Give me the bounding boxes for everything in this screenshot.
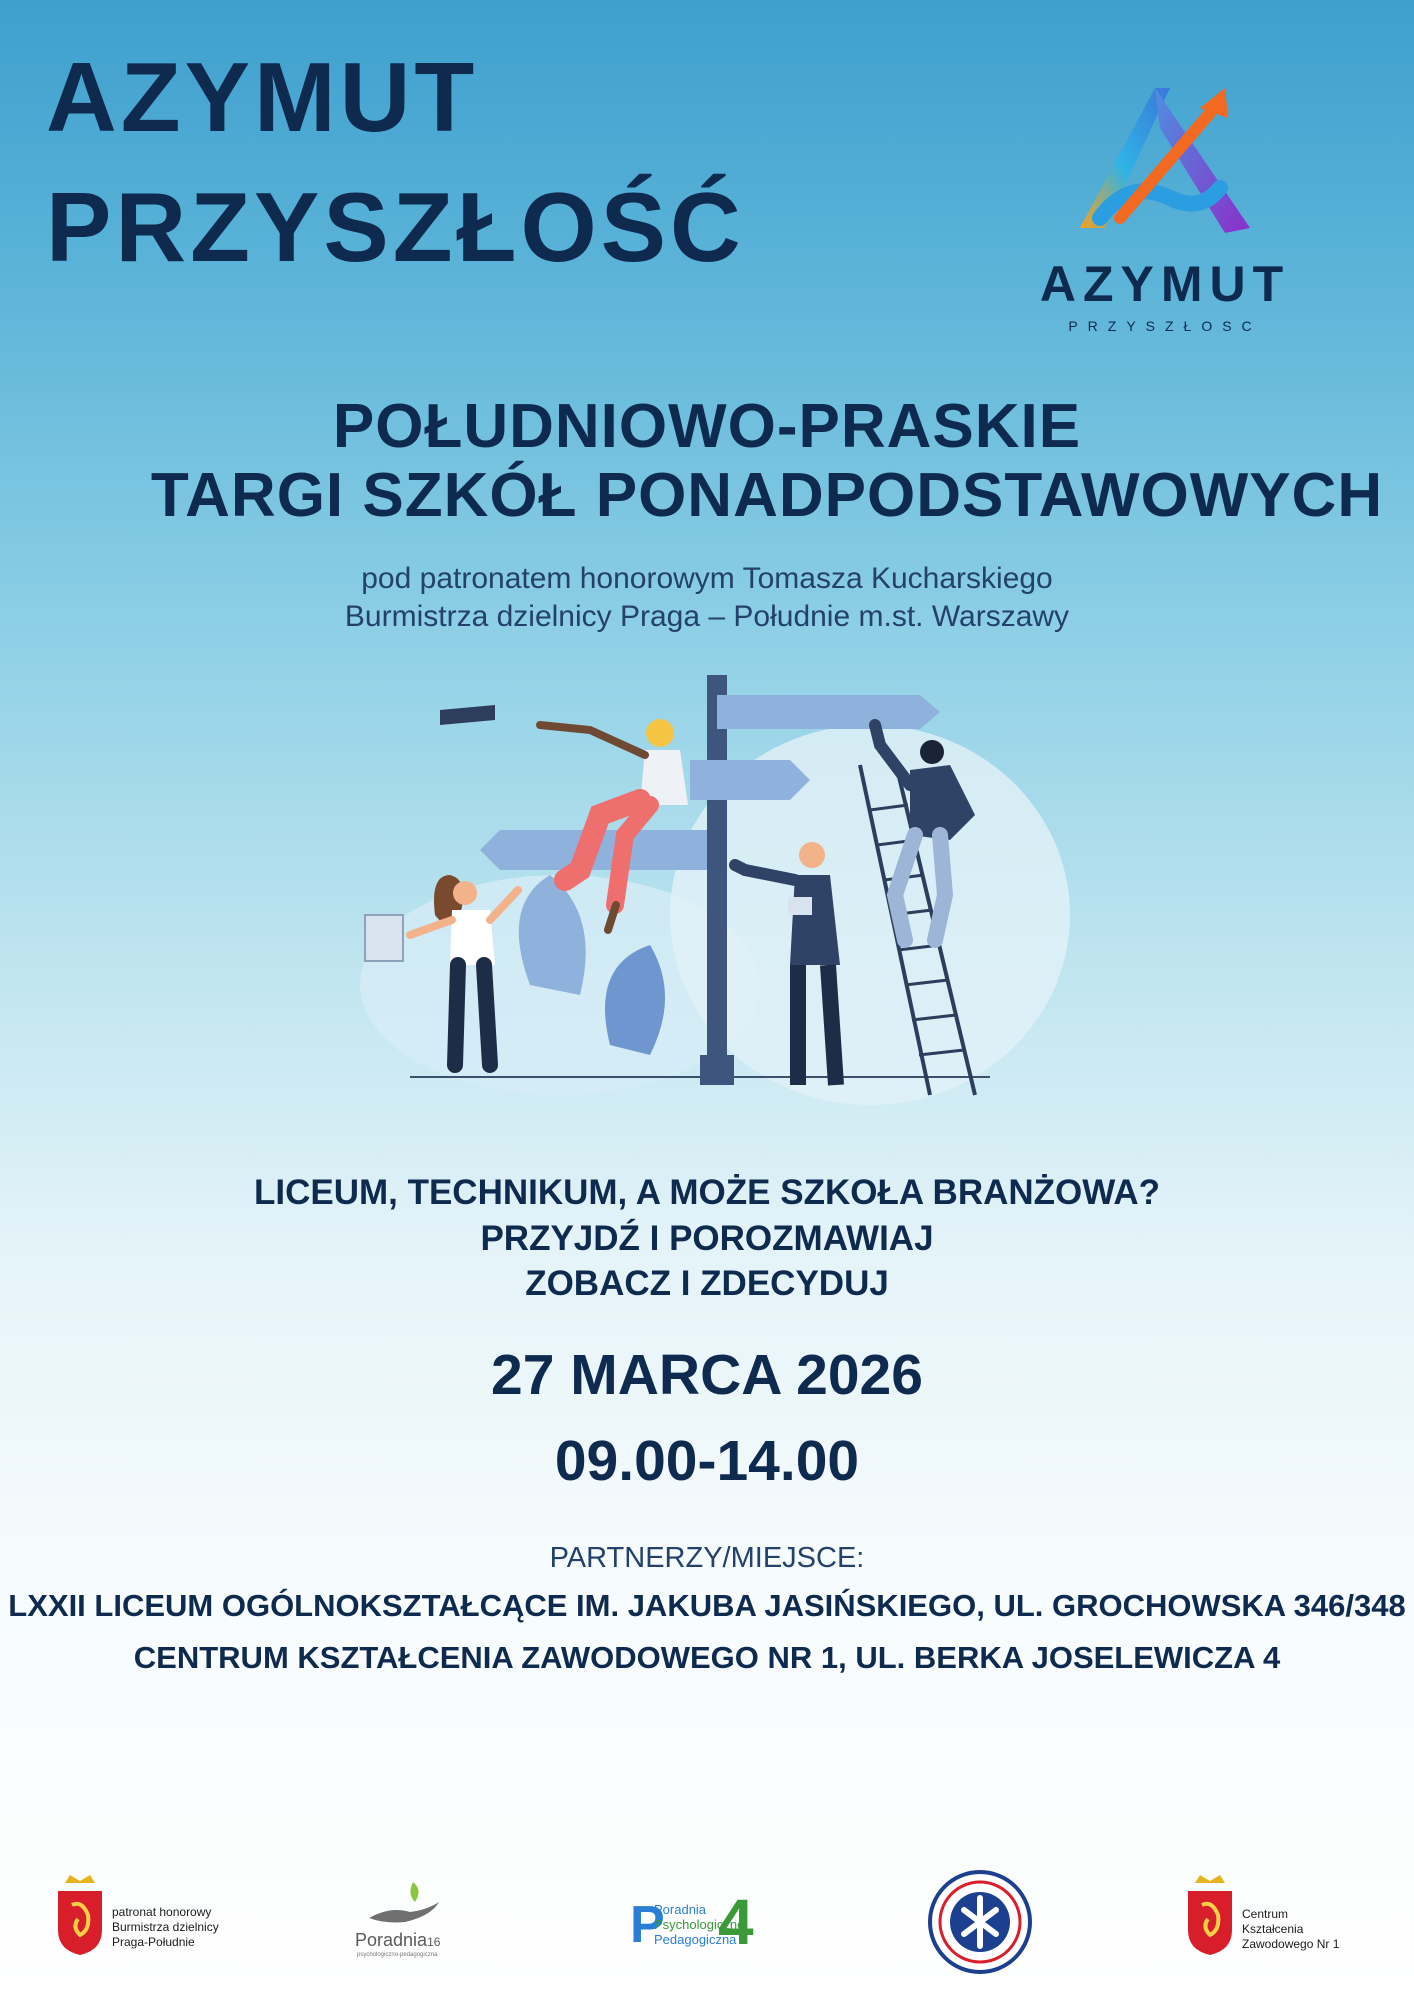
- brand-logo-subtitle: PRZYSZŁOSC: [1068, 318, 1262, 334]
- header-title-line2: PRZYSZŁOŚĆ: [46, 172, 745, 282]
- medical-school-emblem-icon: [928, 1870, 1032, 1974]
- footer-logo-burmistrz: [50, 1875, 230, 1955]
- footer-logo5-line1: Centrum: [1242, 1907, 1289, 1921]
- footer-logo5-line2: Kształcenia: [1242, 1922, 1304, 1936]
- slogan-line2: PRZYJDŹ I POROZMAWIAJ: [480, 1218, 934, 1258]
- partner-address-2: CENTRUM KSZTAŁCENIA ZAWODOWEGO NR 1, UL. BERKA JOSELEWICZA 4: [133, 1640, 1281, 1675]
- slogan: [0, 1170, 1414, 1307]
- footer-logo3-number: 4: [718, 1886, 754, 1958]
- header-title-line1: AZYMUT: [46, 42, 479, 152]
- brand-logo-name: AZYMUT: [1039, 256, 1291, 312]
- footer-logo3-line1: Poradnia: [654, 1902, 707, 1917]
- footer-logo-poradnia16: [355, 1880, 465, 1970]
- warsaw-coat-of-arms-icon: [1180, 1875, 1240, 1955]
- event-hours: 09.00-14.00: [554, 1429, 860, 1493]
- partner-address-1: LXXII LICEUM OGÓLNOKSZTAŁCĄCE IM. JAKUBA JASIŃSKIEGO, UL. GROCHOWSKA 346/348: [8, 1588, 1406, 1623]
- footer-logo3-line2: Psychologiczno: [654, 1916, 745, 1932]
- footer-logo-ckz: [1180, 1875, 1360, 1955]
- footer-logo3-line3: Pedagogiczna: [654, 1931, 737, 1947]
- hand-leaf-icon: [365, 1880, 445, 1926]
- partners-label: PARTNERZY/MIEJSCE:: [549, 1542, 865, 1574]
- slogan-line3: ZOBACZ I ZDECYDUJ: [525, 1264, 889, 1303]
- footer-logo2-number: 16: [427, 1935, 441, 1949]
- event-title: [0, 392, 1414, 531]
- signpost-figures: [350, 665, 1070, 1125]
- patron-line1: pod patronatem honorowym Tomasza Kucharskiego: [361, 562, 1053, 595]
- event-date: 27 MARCA 2026: [491, 1343, 923, 1407]
- patron-text: [0, 560, 1414, 635]
- patron-line2: Burmistrza dzielnicy Praga – Południe m.st. Warszawy: [344, 599, 1070, 633]
- footer-logo1-line1: patronat honorowy: [112, 1905, 212, 1919]
- event-title-line2: TARGI SZKÓŁ PONADPODSTAWOWYCH: [150, 461, 1384, 531]
- footer-logo-poradnia4: P 4 Poradnia Psychologiczno Pedagogiczna: [630, 1886, 754, 1958]
- footer-logo5-line3: Zawodowego Nr 1: [1242, 1937, 1340, 1951]
- azymut-logo-icon: [1060, 68, 1270, 258]
- footer-logo2-subtitle: psychologiczno-pedagogiczna: [357, 1952, 438, 1958]
- warsaw-coat-of-arms-icon: [50, 1875, 110, 1955]
- slogan-line1: LICEUM, TECHNIKUM, A MOŻE SZKOŁA BRANŻOWA?: [253, 1173, 1161, 1212]
- footer-logo2-name: Poradnia: [355, 1930, 428, 1950]
- event-title-line1: POŁUDNIOWO-PRASKIE: [332, 392, 1082, 461]
- footer-logo1-line3: Praga-Południe: [112, 1935, 195, 1949]
- footer-logo1-line2: Burmistrza dzielnicy: [112, 1920, 219, 1934]
